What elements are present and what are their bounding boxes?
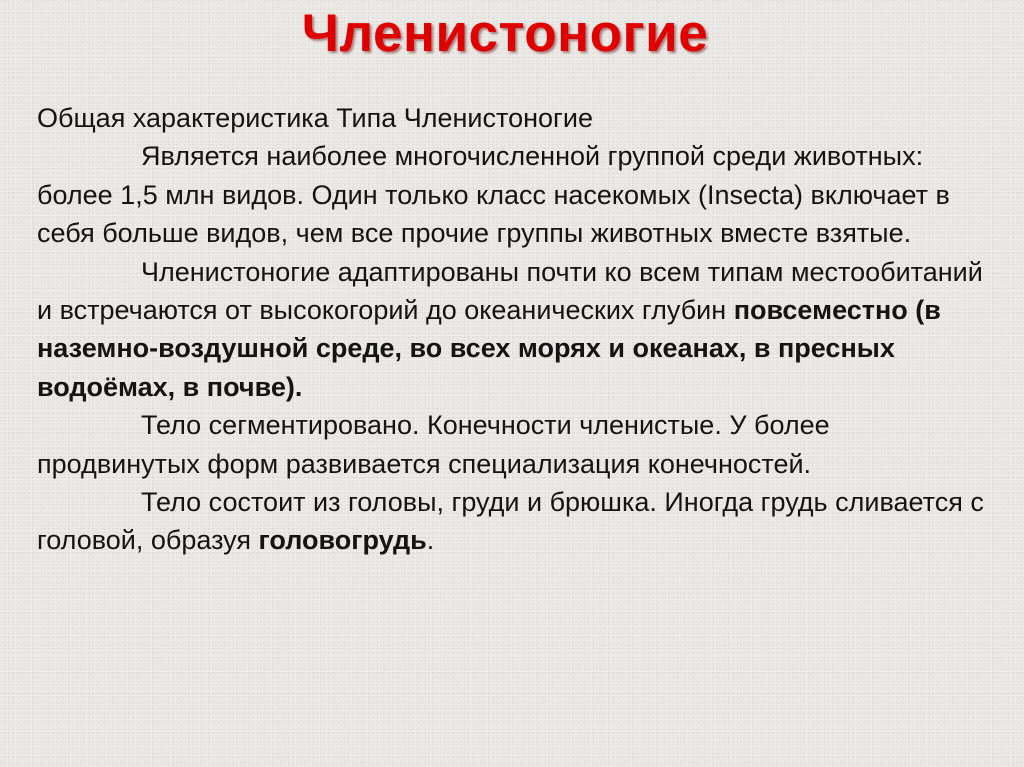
- subtitle: Общая характеристика Типа Членистоногие: [37, 103, 593, 133]
- paragraph-species-count: Является наиболее многочисленной группой среди животных: более 1,5 млн видов. Один только класс насекомых (Insecta) включает в себя больше видов, чем все прочие группы животных вместе взятые.: [37, 141, 950, 249]
- paragraph-habitats: [37, 253, 987, 407]
- paragraph-habitats-text: Членистоногие адаптированы почти ко всем типам местообитаний и встречаются от высокогорий до океанических глубин: [37, 256, 983, 326]
- slide-body: [37, 99, 987, 560]
- paragraph-body-parts-end: .: [426, 525, 435, 556]
- paragraph-segmentation: Тело сегментировано. Конечности членистые. У более продвинутых форм развивается специализация конечностей.: [37, 410, 830, 479]
- paragraph-habitats-emphasis: повсеместно (в наземно-воздушной среде, во всех морях и океанах, в пресных водоёмах, в почве).: [37, 295, 941, 402]
- paragraph-body-parts-emphasis: головогрудь: [258, 525, 427, 556]
- paragraph-body-parts: [37, 483, 987, 560]
- paragraph-body-parts-text: Тело состоит из головы, груди и брюшка. Иногда грудь сливается с головой, образуя: [37, 487, 984, 556]
- slide-title: Членистоногие: [301, 4, 709, 63]
